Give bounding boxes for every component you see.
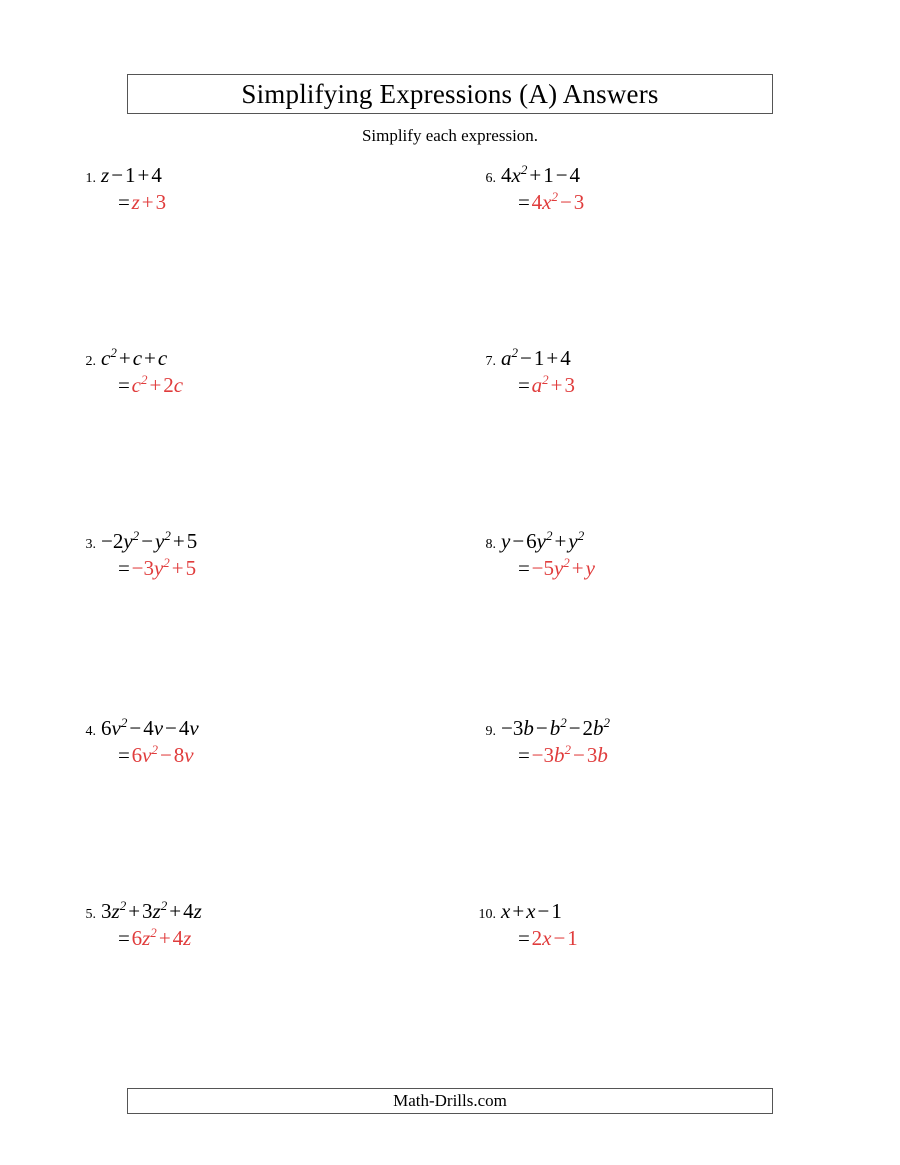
footer-box xyxy=(127,1088,773,1114)
problem-expression: $y-6y^2+y^2$ xyxy=(501,528,585,553)
problem-answer: = $-3y^2+5$ xyxy=(118,555,197,581)
problem-item-5 xyxy=(62,900,442,951)
problem-answer: = $6z^2+4z$ xyxy=(118,925,192,951)
problem-item-6 xyxy=(462,164,862,215)
problem-expression: $4x^2+1-4$ xyxy=(501,162,581,187)
problem-answer: = $-5y^2+y$ xyxy=(518,555,595,581)
problem-number: 8. xyxy=(485,537,496,552)
problem-expression: $3z^2+3z^2+4z$ xyxy=(101,898,202,923)
problem-expression: $-2y^2-y^2+5$ xyxy=(101,528,198,553)
problem-answer: = $a^2+3$ xyxy=(518,372,575,398)
problem-answer: = 2x−1 xyxy=(518,926,578,951)
problem-item-4 xyxy=(62,717,442,768)
worksheet-title-box xyxy=(127,74,773,114)
problem-number: 3. xyxy=(85,537,96,552)
problem-expression: $a^2-1+4$ xyxy=(501,345,571,370)
problem-answer: = z+3 xyxy=(118,190,167,215)
problem-number: 10. xyxy=(478,907,496,922)
instruction-text: Simplify each expression. xyxy=(361,126,539,145)
problem-item-3 xyxy=(62,530,442,581)
problem-item-1 xyxy=(62,164,442,215)
problem-item-2 xyxy=(62,347,442,398)
problem-number: 4. xyxy=(85,724,96,739)
problem-expression: $-3b-b^2-2b^2$ xyxy=(501,715,611,740)
problem-expression: $c^2+c+c$ xyxy=(101,345,168,370)
problem-item-10 xyxy=(462,900,862,951)
problem-number: 6. xyxy=(485,171,496,186)
problem-answer: = $4x^2-3$ xyxy=(518,189,585,215)
problem-number: 7. xyxy=(485,354,496,369)
problem-number: 2. xyxy=(85,354,96,369)
page-title: Simplifying Expressions (A) Answers xyxy=(241,78,659,109)
problem-expression: z−1+4 xyxy=(101,163,162,187)
problem-expression: $6v^2-4v-4v$ xyxy=(101,715,199,740)
problem-number: 1. xyxy=(85,171,96,186)
problem-item-8 xyxy=(462,530,862,581)
problem-answer: = $-3b^2-3b$ xyxy=(518,742,608,768)
problem-item-9 xyxy=(462,717,862,768)
problem-number: 5. xyxy=(85,907,96,922)
problem-expression: x+x−1 xyxy=(501,899,562,923)
site-credit: Math-Drills.com xyxy=(393,1091,507,1110)
problem-number: 9. xyxy=(485,724,496,739)
problem-answer: = $6v^2-8v$ xyxy=(118,742,194,768)
problem-item-7 xyxy=(462,347,862,398)
problem-answer: = $c^2+2c$ xyxy=(118,372,184,398)
